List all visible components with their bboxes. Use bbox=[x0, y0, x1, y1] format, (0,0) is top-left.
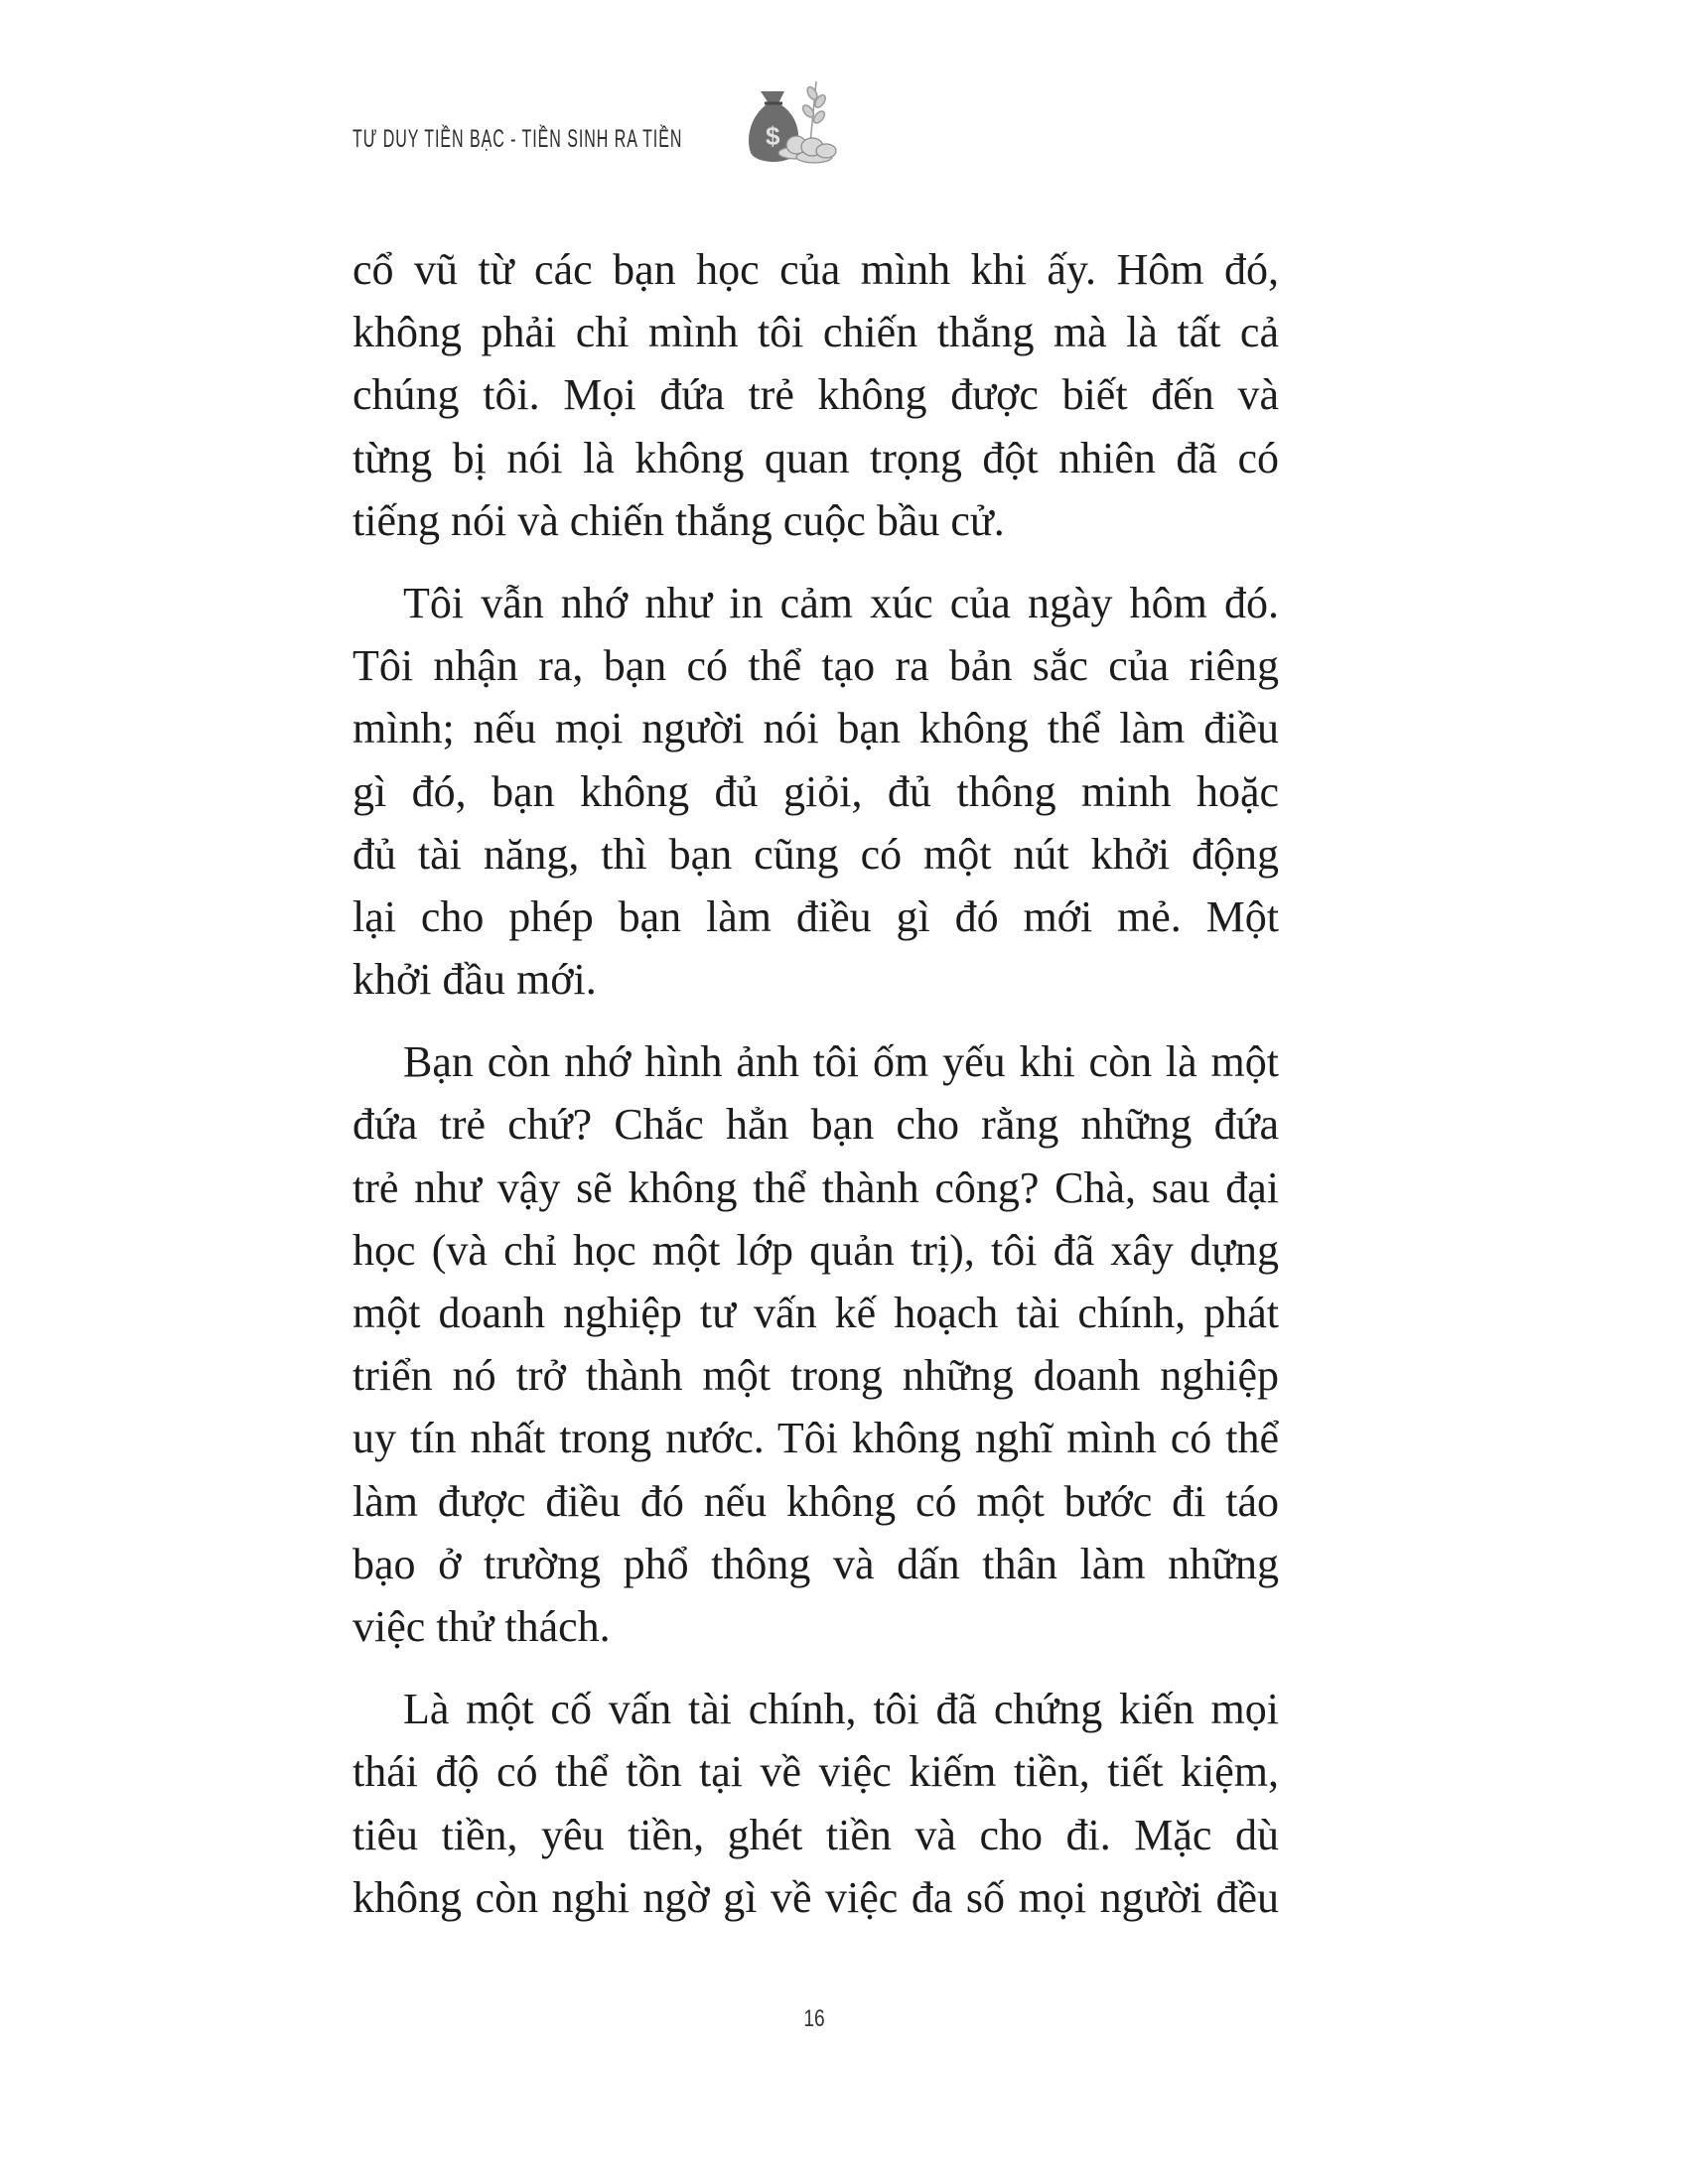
text-line: Tôi nhận ra, bạn có thể tạo ra bản sắc của riêng bbox=[352, 641, 1279, 691]
text-line: tiếng nói và chiến thắng cuộc bầu cử. bbox=[352, 495, 1005, 545]
text-line: cổ vũ từ các bạn học của mình khi ấy. Hôm đó, bbox=[352, 245, 1279, 294]
text-line: Là một cố vấn tài chính, tôi đã chứng kiến mọi bbox=[403, 1685, 1279, 1734]
page-number: 16 bbox=[803, 2005, 825, 2032]
text-line: lại cho phép bạn làm điều gì đó mới mẻ. Một bbox=[352, 891, 1279, 941]
text-line: Bạn còn nhớ hình ảnh tôi ốm yếu khi còn là một bbox=[403, 1037, 1279, 1087]
svg-text:$: $ bbox=[766, 121, 780, 151]
text-line: không phải chỉ mình tôi chiến thắng mà là tất cả bbox=[352, 308, 1279, 357]
paragraph bbox=[352, 1678, 1279, 1929]
text-line: không còn nghi ngờ gì về việc đa số mọi người đều bbox=[352, 1872, 1279, 1922]
text-line: thái độ có thể tồn tại về việc kiếm tiền, tiết kiệm, bbox=[352, 1747, 1279, 1797]
text-line: trẻ như vậy sẽ không thể thành công? Chà, sau đại bbox=[352, 1162, 1279, 1212]
text-line: Tôi vẫn nhớ như in cảm xúc của ngày hôm đó. bbox=[403, 578, 1279, 627]
paragraph bbox=[352, 1030, 1279, 1658]
text-line: đứa trẻ chứ? Chắc hẳn bạn cho rằng những đứa bbox=[352, 1100, 1279, 1150]
paragraph bbox=[352, 238, 1279, 552]
text-line: học (và chỉ học một lớp quản trị), tôi đã xây dựng bbox=[352, 1225, 1279, 1275]
text-line: chúng tôi. Mọi đứa trẻ không được biết đến và bbox=[352, 370, 1279, 420]
running-title: TƯ DUY TIỀN BẠC - TIỀN SINH RA TIỀN bbox=[352, 125, 683, 153]
text-line: làm được điều đó nếu không có một bước đi táo bbox=[352, 1476, 1279, 1526]
text-line: từng bị nói là không quan trọng đột nhiên đã có bbox=[352, 433, 1279, 482]
text-line: đủ tài năng, thì bạn cũng có một nút khởi động bbox=[352, 829, 1279, 879]
text-line: bạo ở trường phổ thông và dấn thân làm những bbox=[352, 1539, 1279, 1588]
money-bag-coins-plant-icon bbox=[747, 73, 838, 169]
text-line: mình; nếu mọi người nói bạn không thể làm điều bbox=[352, 704, 1279, 753]
text-line: một doanh nghiệp tư vấn kế hoạch tài chính, phát bbox=[352, 1289, 1279, 1337]
text-line: việc thử thách. bbox=[352, 1601, 611, 1651]
text-line: khởi đầu mới. bbox=[352, 955, 597, 1005]
paragraph bbox=[352, 572, 1279, 1011]
text-line: tiêu tiền, yêu tiền, ghét tiền và cho đi. Mặc dù bbox=[352, 1810, 1279, 1859]
text-line: uy tín nhất trong nước. Tôi không nghĩ mình có thể bbox=[352, 1414, 1279, 1463]
text-line: triển nó trở thành một trong những doanh nghiệp bbox=[352, 1351, 1279, 1401]
text-line: gì đó, bạn không đủ giỏi, đủ thông minh hoặc bbox=[352, 766, 1279, 816]
body-text bbox=[352, 238, 1279, 1949]
